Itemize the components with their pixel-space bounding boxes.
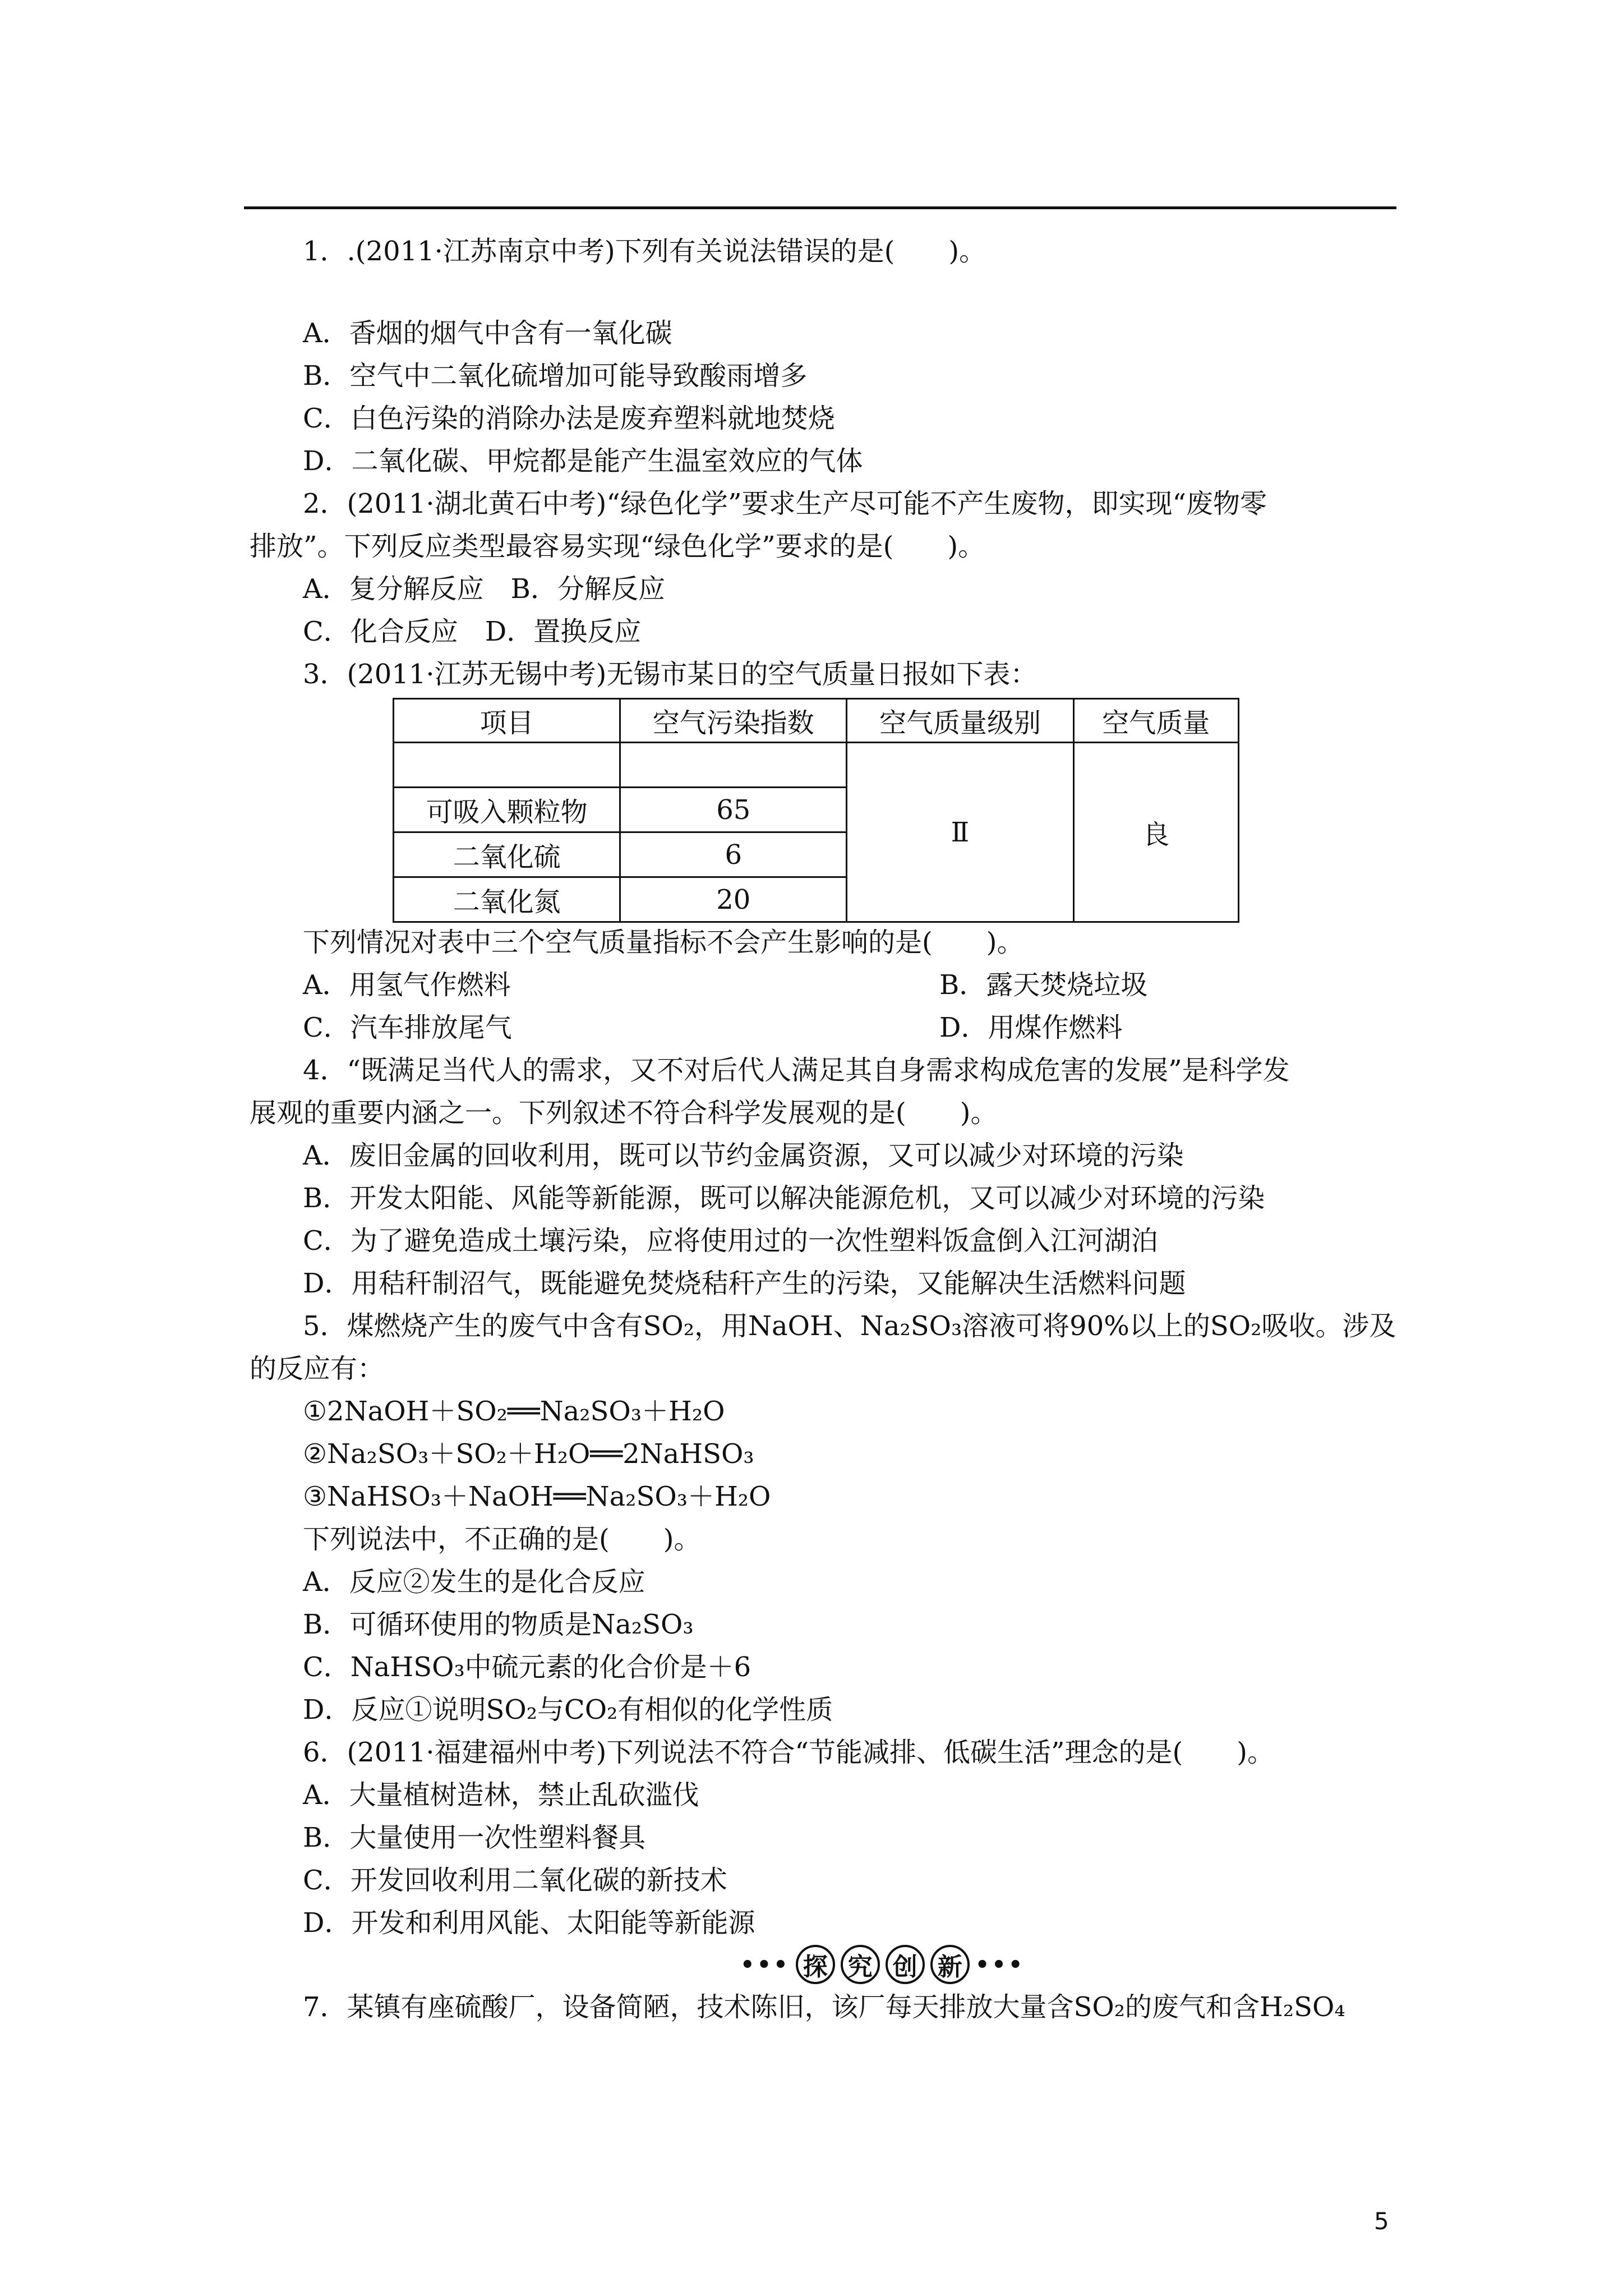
text-line: 4．“既满足当代人的需求，又不对后代人满足其自身需求构成危害的发展”是科学发 [303, 1055, 1290, 1086]
air-quality-rating: 良 [1073, 743, 1238, 922]
text-line: 排放”。下列反应类型最容易实现“绿色化学”要求的是( )。 [250, 531, 985, 562]
section-banner [740, 1947, 1025, 1982]
text-line: B．大量使用一次性塑料餐具 [303, 1822, 646, 1853]
table-cell: 可吸入颗粒物 [394, 788, 620, 832]
text-line: C．汽车排放尾气 [303, 1012, 512, 1043]
text-line: 下列情况对表中三个空气质量指标不会产生影响的是( )。 [303, 927, 1024, 958]
banner-dots: ••• [740, 1951, 790, 1978]
text-line: A．香烟的烟气中含有一氧化碳 [303, 318, 672, 349]
page-number: 5 [1374, 2207, 1389, 2235]
table-cell [620, 743, 847, 788]
text-line: 5．煤燃烧产生的废气中含有SO₂，用NaOH、Na₂SO₃溶液可将90%以上的SO₂吸收。涉及 [303, 1310, 1396, 1342]
table-cell: 二氧化氮 [394, 877, 620, 922]
text-line: 7．某镇有座硫酸厂，设备简陋，技术陈旧，该厂每天排放大量含SO₂的废气和含H₂SO₄ [303, 1991, 1345, 2023]
table-header: 项目 [394, 699, 620, 743]
table-header: 空气污染指数 [620, 699, 847, 743]
text-line: 下列说法中，不正确的是( )。 [303, 1524, 701, 1555]
text-line: D．用秸秆制沼气，既能避免焚烧秸秆产生的污染，又能解决生活燃料问题 [303, 1268, 1186, 1299]
text-line: A．反应②发生的是化合反应 [303, 1566, 645, 1598]
text-line: 展观的重要内涵之一。下列叙述不符合科学发展观的是( )。 [250, 1097, 998, 1129]
text-line: B．开发太阳能、风能等新能源，既可以解决能源危机，又可以减少对环境的污染 [303, 1182, 1265, 1214]
text-line: D．反应①说明SO₂与CO₂有相似的化学性质 [303, 1694, 833, 1726]
text-line: 的反应有： [250, 1353, 385, 1384]
header-rule [244, 206, 1396, 209]
text-line: ③NaHSO₃＋NaOH══Na₂SO₃＋H₂O [303, 1481, 771, 1512]
text-line: C．为了避免造成土壤污染，应将使用过的一次性塑料饭盒倒入江河湖泊 [303, 1225, 1158, 1257]
banner-char: 新 [930, 1945, 970, 1984]
text-line: C．开发回收利用二氧化碳的新技术 [303, 1865, 727, 1896]
air-quality-table [393, 698, 1239, 923]
text-line: C．化合反应 D．置换反应 [303, 616, 642, 647]
table-cell: 65 [620, 788, 847, 832]
text-line: C．NaHSO₃中硫元素的化合价是＋6 [303, 1651, 751, 1683]
table-cell: 20 [620, 877, 847, 922]
text-line: B．空气中二氧化硫增加可能导致酸雨增多 [303, 360, 808, 392]
text-line: A．用氢气作燃料 [303, 969, 511, 1001]
text-line: D．开发和利用风能、太阳能等新能源 [303, 1907, 755, 1939]
text-line: A．大量植树造林，禁止乱砍滥伐 [303, 1779, 699, 1811]
text-line: 2．(2011·湖北黄石中考)“绿色化学”要求生产尽可能不产生废物，即实现“废物零 [303, 488, 1267, 519]
text-line: B．可循环使用的物质是Na₂SO₃ [303, 1609, 694, 1640]
text-line: 3．(2011·江苏无锡中考)无锡市某日的空气质量日报如下表： [303, 659, 1038, 690]
table-cell: 二氧化硫 [394, 832, 620, 877]
text-line: 6．(2011·福建福州中考)下列说法不符合“节能减排、低碳生活”理念的是( )。 [303, 1737, 1274, 1768]
table-header: 空气质量级别 [847, 699, 1073, 743]
text-line: C．白色污染的消除办法是废弃塑料就地焚烧 [303, 403, 835, 434]
banner-char: 创 [886, 1945, 925, 1984]
air-quality-level: Ⅱ [847, 743, 1073, 922]
table-cell [394, 743, 620, 788]
text-line: ②Na₂SO₃＋SO₂＋H₂O══2NaHSO₃ [303, 1438, 754, 1470]
text-line: A．废旧金属的回收利用，既可以节约金属资源，又可以减少对环境的污染 [303, 1140, 1184, 1171]
text-line: D．用煤作燃料 [939, 1012, 1123, 1043]
text-line: ①2NaOH＋SO₂══Na₂SO₃＋H₂O [303, 1396, 725, 1427]
banner-char: 探 [796, 1945, 835, 1984]
banner-dots: ••• [975, 1951, 1025, 1978]
banner-char: 究 [841, 1945, 880, 1984]
text-line: 1．.(2011·江苏南京中考)下列有关说法错误的是( )。 [303, 236, 986, 267]
text-line: D．二氧化碳、甲烷都是能产生温室效应的气体 [303, 445, 863, 477]
table-header: 空气质量 [1073, 699, 1238, 743]
text-line: B．露天焚烧垃圾 [939, 969, 1148, 1001]
table-cell: 6 [620, 832, 847, 877]
text-line: A．复分解反应 B．分解反应 [303, 573, 665, 605]
